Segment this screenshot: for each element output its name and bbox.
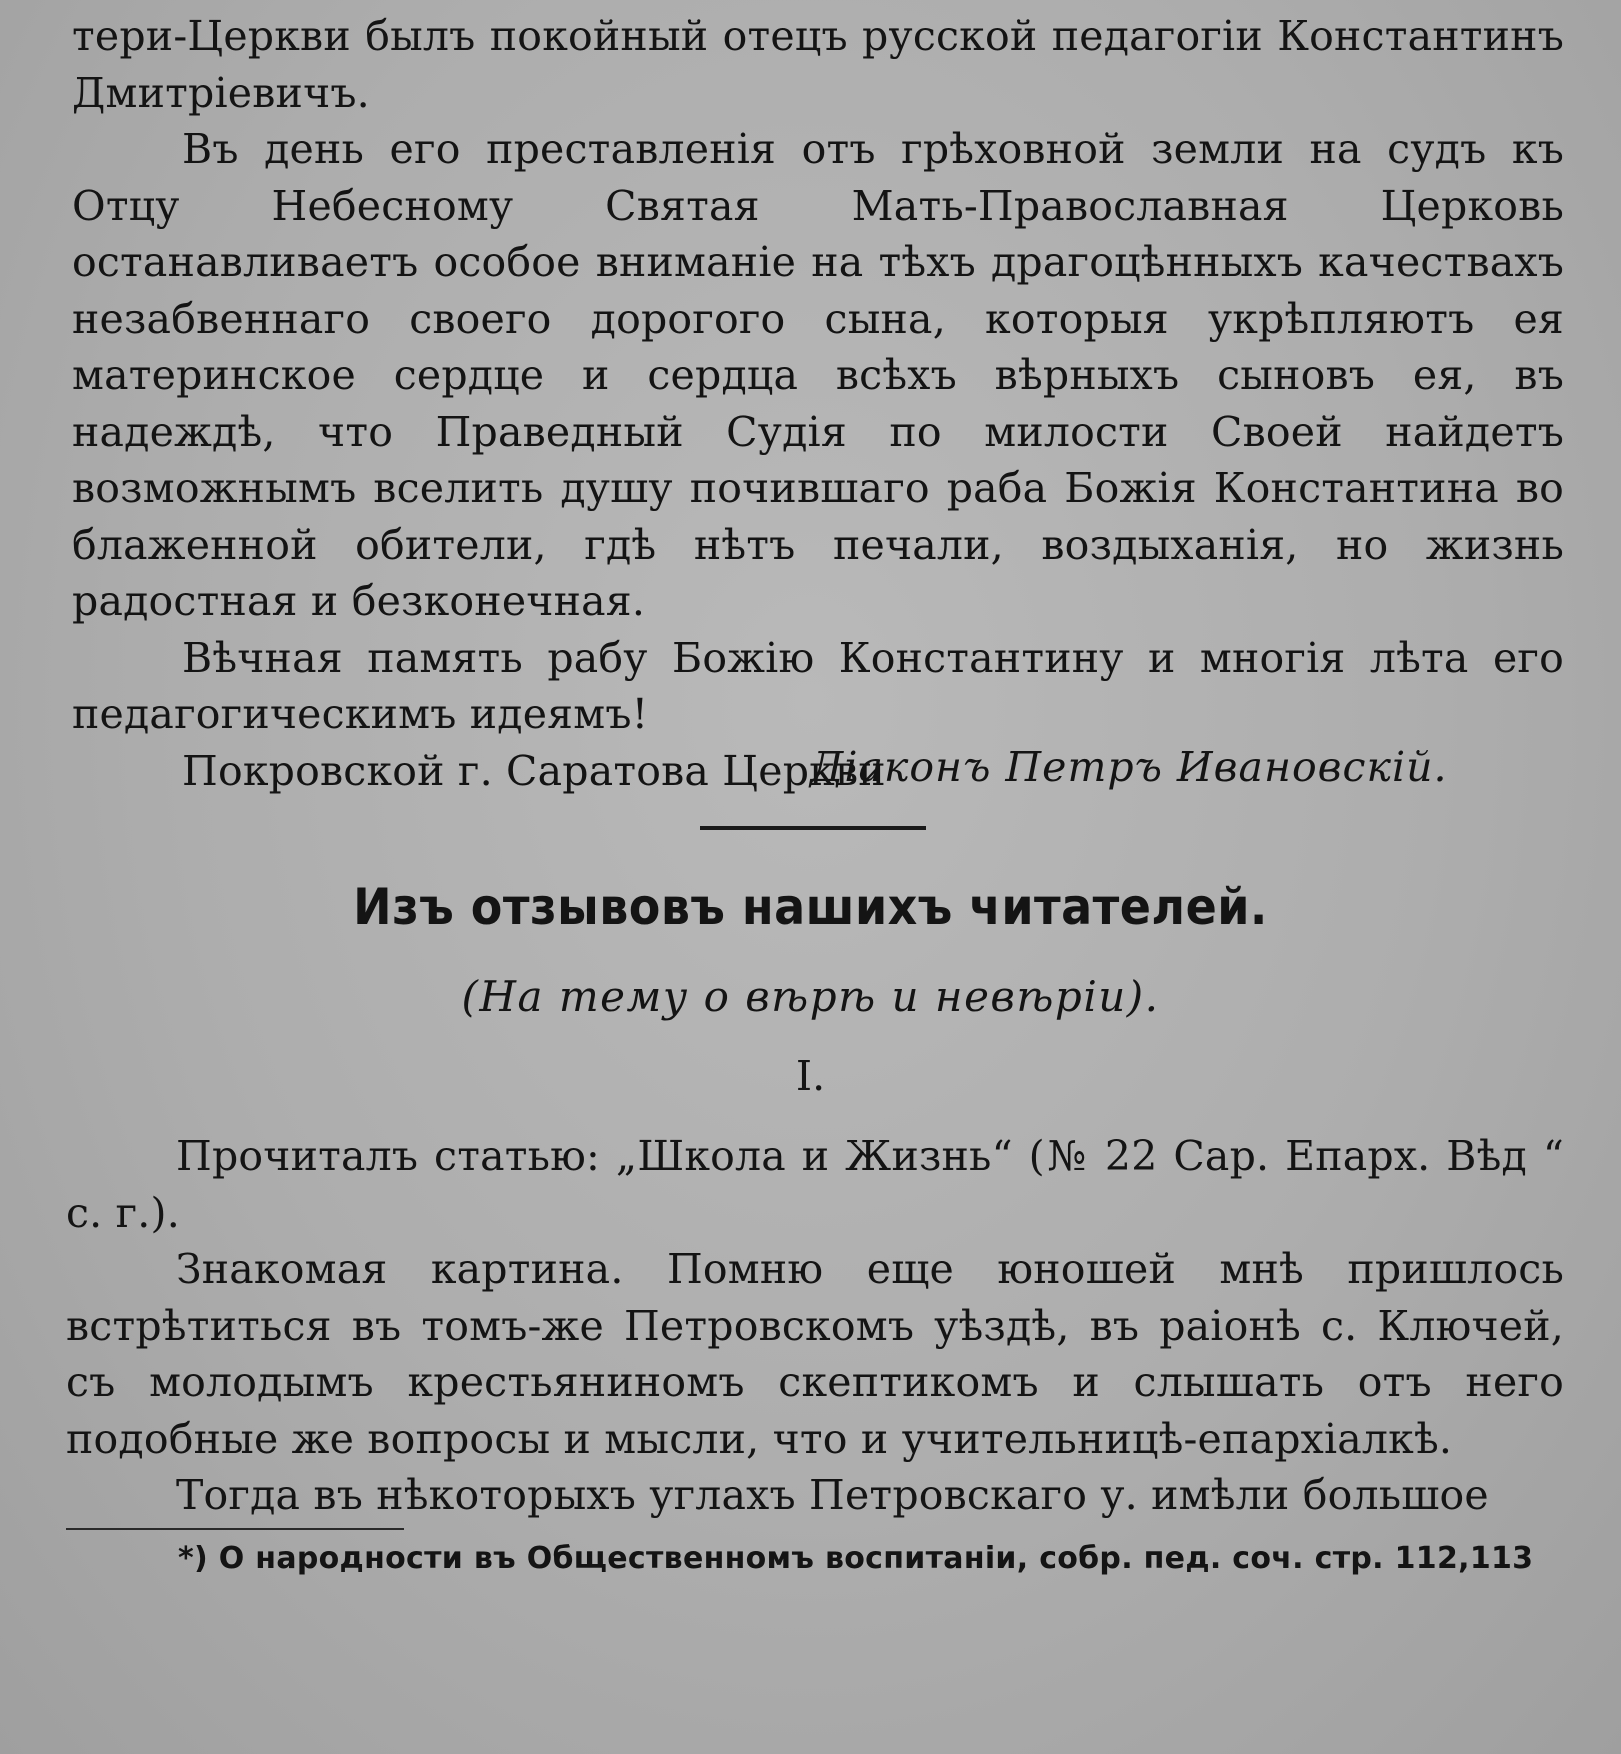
paragraph-read-article: Прочиталъ статью: „Школа и Жизнь“ (№ 22 Сар. Епарх. Вѣд “ с. г.). xyxy=(66,1132,1564,1237)
lower-text-block xyxy=(66,1128,1564,1524)
signature: Діаконъ Петръ Ивановскій. xyxy=(810,743,1448,791)
paragraph-memory: Вѣчная память рабу Божію Константину и многія лѣта его педагогическимъ идеямъ! xyxy=(72,633,1564,738)
paragraph-familiar-picture: Знакомая картина. Помню еще юношей мнѣ пришлось встрѣтиться въ томъ-же Петровскомъ уѣздѣ, въ раіонѣ с. Ключей, съ молодымъ крестьяниномъ скептикомъ и слышать отъ него подобные же вопросы и мысли, что и учительницѣ-епархіалкѣ. xyxy=(66,1245,1564,1463)
section-divider xyxy=(700,826,926,830)
intro-text: тери-Церкви былъ покойный отецъ русской педагогіи Константинъ Дмитріевичъ. xyxy=(72,12,1564,117)
paragraph-repose: Въ день его преставленія отъ грѣховной земли на судъ къ Отцу Небесному Святая Мать-Православная Церковь останавливаетъ особое вниманіе на тѣхъ драгоцѣнныхъ качествахъ незабвеннаго своего дорогого сына, которыя укрѣпляютъ ея материнское сердце и сердца всѣхъ вѣрныхъ сыновъ ея, въ надеждѣ, что Праведный Судія по милости Своей найдетъ возможнымъ вселить душу почившаго раба Божія Константина во блаженной обители, гдѣ нѣтъ печали, воздыханія, но жизнь радостная и безконечная. xyxy=(72,125,1564,625)
paragraph-church: Покровской г. Саратова Церкви xyxy=(182,746,886,795)
section-title: Изъ отзывовъ нашихъ читателей. xyxy=(353,878,1268,936)
section-subtitle: (На тему о вѣрѣ и невѣріи). xyxy=(461,972,1160,1021)
upper-text-block xyxy=(72,8,1564,799)
paragraph-petrovsky: Тогда въ нѣкоторыхъ углахъ Петровскаго у. имѣли большое xyxy=(176,1471,1489,1519)
footnote: *) О народности въ Общественномъ воспитаніи, собр. пед. соч. стр. 112,113 xyxy=(178,1541,1534,1576)
footnote-divider xyxy=(66,1528,404,1530)
section-number: I. xyxy=(795,1052,826,1100)
